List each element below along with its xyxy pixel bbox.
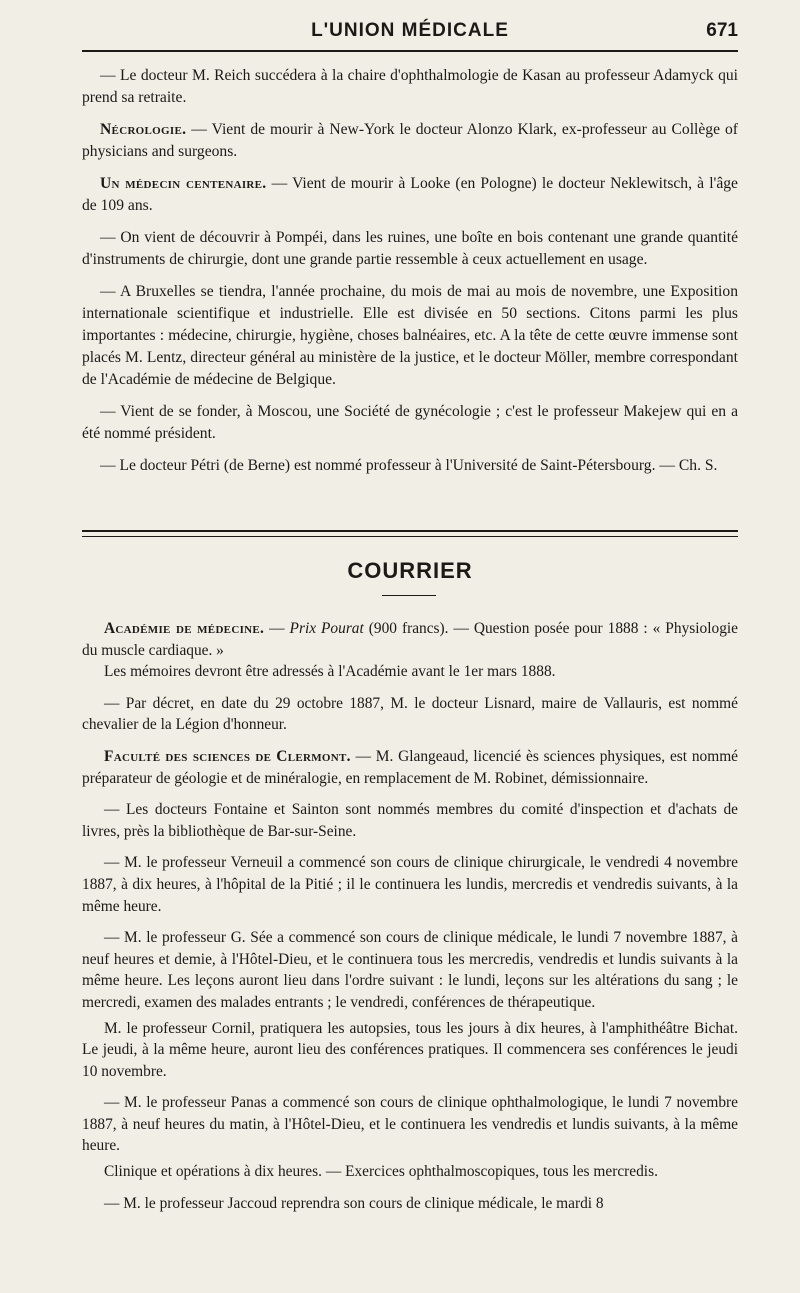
news-petri: — Le docteur Pétri (de Berne) est nommé professeur à l'Université de Saint-Pétersbourg. — Ch. S. — [100, 457, 718, 474]
courrier-faculte — [82, 746, 738, 789]
section-rule-top — [82, 530, 738, 532]
courrier-title: COURRIER — [347, 558, 473, 583]
courrier-see: — M. le professeur G. Sée a commencé son cours de clinique médicale, le lundi 7 novembre 1887, à neuf heures et demie, à l'Hôtel-Dieu, et le continuera tous les mercredis, vendredis et lundis suivants à la même heure. Les leçons auront lieu dans l'ordre suivant : le lundi, leçons sur les altérations du sang ; le mercredi, examen des malades entrants ; le vendredi, conférences de thérapeutique. — [82, 929, 738, 1011]
courrier-academie — [82, 618, 738, 661]
running-title: L'UNION MÉDICALE — [311, 20, 509, 41]
faculte-text: — M. Glangeaud, licencié ès sciences physiques, est nommé préparateur de géologie et de minéralogie, en remplacement de M. Robinet, démissionnaire. — [82, 747, 738, 787]
academie-question: (900 francs). — Question posée pour 1888 : « Physiologie du muscle cardiaque. » — [82, 620, 738, 659]
news-moscou: — Vient de se fonder, à Moscou, une Société de gynécologie ; c'est le professeur Makejew qui en a été nommé président. — [82, 403, 738, 442]
section-rule-bottom — [82, 536, 738, 537]
academie-prize: Prix Pourat — [289, 620, 364, 637]
news-bruxelles: — A Bruxelles se tiendra, l'année prochaine, du mois de mai au mois de novembre, une Exposition internationale scientifique et industrielle. Elle est divisée en 50 sections. Citons parmi les plus importantes : médecine, chirurgie, hygiène, choses balnéaires, etc. A la tête de cette œuvre immense sont placés M. Lentz, directeur général au ministère de la justice, et le docteur Möller, membre correspondant de l'Académie de médecine de Belgique. — [82, 283, 738, 388]
page-header — [82, 16, 738, 44]
news-necrologie — [82, 119, 738, 163]
news-pompei: — On vient de découvrir à Pompéi, dans les ruines, une boîte en bois contenant une grande quantité d'instruments de chirurgie, dont une grande partie ressemble à ceux actuellement en usage. — [82, 229, 738, 268]
necrologie-heading: Nécrologie. — [100, 121, 187, 138]
centenaire-text: — Vient de mourir à Looke (en Pologne) le docteur Neklewitsch, à l'âge de 109 ans. — [82, 175, 738, 214]
courrier-fontaine: — Les docteurs Fontaine et Sainton sont nommés membres du comité d'inspection et d'achats de livres, près la bibliothèque de Bar-sur-Seine. — [82, 801, 738, 840]
courrier-title-rule — [382, 595, 436, 596]
courrier-decret: — Par décret, en date du 29 octobre 1887, M. le docteur Lisnard, maire de Vallauris, est nommé chevalier de la Légion d'honneur. — [82, 694, 738, 734]
necrologie-text: — Vient de mourir à New-York le docteur Alonzo Klark, ex-professeur au Collège of physicians and surgeons. — [82, 121, 738, 160]
news-section — [82, 65, 738, 487]
academie-heading: Académie de médecine. — [104, 620, 265, 637]
courrier-clinique: Clinique et opérations à dix heures. — Exercices ophthalmoscopiques, tous les mercredis. — [104, 1163, 658, 1181]
courrier-section — [82, 618, 738, 1224]
courrier-verneuil: — M. le professeur Verneuil a commencé son cours de clinique chirurgicale, le vendredi 4 novembre 1887, à dix heures, à l'hôpital de la Pitié ; il le continuera les lundis, mercredis et vendredis suivants, à la même heure. — [82, 854, 738, 915]
courrier-cornil: M. le professeur Cornil, pratiquera les autopsies, tous les jours à dix heures, à l'amphithéâtre Bichat. Le jeudi, à la même heure, auront lieu des conférences pratiques. Il commencera ses conférences le jeudi 10 novembre. — [82, 1019, 738, 1080]
news-reich: — Le docteur M. Reich succédera à la chaire d'ophthalmologie de Kasan au professeur Adamyck qui prend sa retraite. — [82, 67, 738, 106]
faculte-heading: Faculté des sciences de Clermont. — [104, 747, 351, 765]
courrier-jaccoud: — M. le professeur Jaccoud reprendra son cours de clinique médicale, le mardi 8 — [104, 1194, 604, 1212]
news-centenaire — [82, 173, 738, 217]
header-rule — [82, 50, 738, 52]
page-number: 671 — [706, 20, 738, 41]
academie-dash: — — [264, 620, 290, 637]
courrier-academie-memoires: Les mémoires devront être adressés à l'Académie avant le 1er mars 1888. — [104, 663, 556, 681]
centenaire-heading: Un médecin centenaire. — [100, 175, 267, 192]
courrier-panas: — M. le professeur Panas a commencé son cours de clinique ophthalmologique, le lundi 7 novembre 1887, à neuf heures du matin, à l'Hôtel-Dieu, et le continuera les vendredis et lundis suivants, à la même heure. — [82, 1094, 738, 1155]
